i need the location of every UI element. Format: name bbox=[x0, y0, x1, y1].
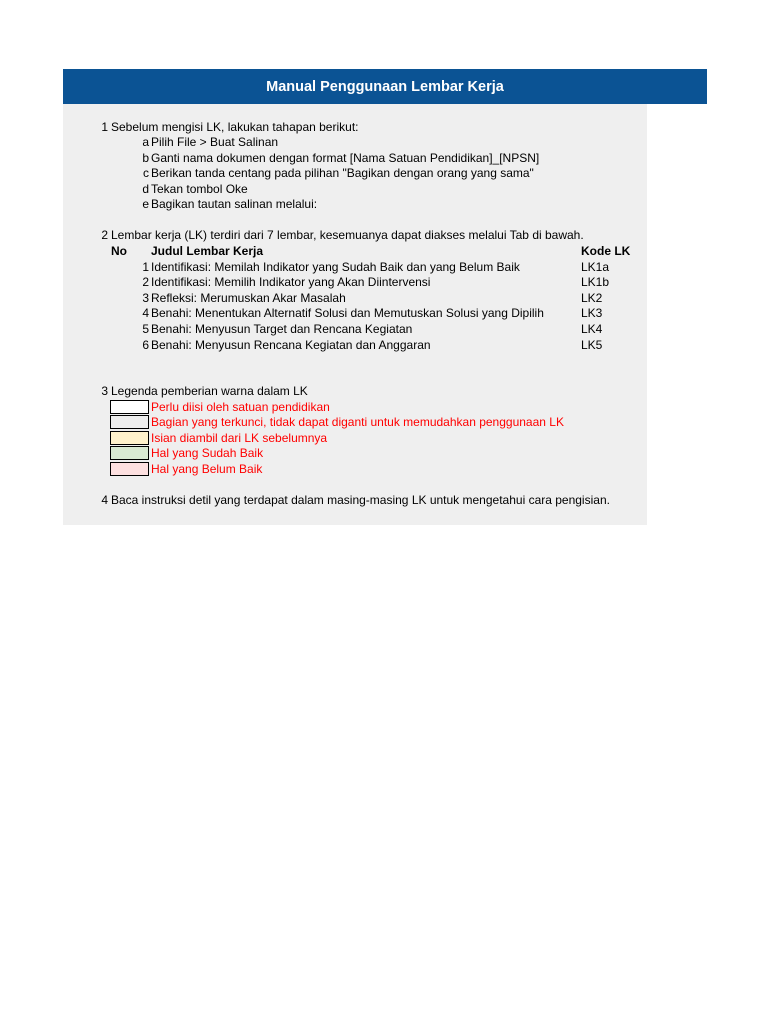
legend-swatch bbox=[110, 400, 149, 414]
table-row-title: Benahi: Menyusun Target dan Rencana Kegiatan bbox=[151, 322, 413, 336]
section-4-text: Baca instruksi detil yang terdapat dalam masing-masing LK untuk mengetahui cara pengisian. bbox=[111, 493, 610, 507]
section-2-number: 2 bbox=[101, 228, 108, 242]
legend-label: Hal yang Sudah Baik bbox=[151, 446, 264, 460]
step-text: Ganti nama dokumen dengan format [Nama Satuan Pendidikan]_[NPSN] bbox=[151, 151, 540, 165]
section-3-heading: Legenda pemberian warna dalam LK bbox=[111, 384, 308, 398]
step-letter: b bbox=[142, 151, 149, 165]
section-1-number: 1 bbox=[101, 120, 108, 134]
page-title: Manual Penggunaan Lembar Kerja bbox=[266, 78, 504, 95]
step-text: Bagikan tautan salinan melalui: bbox=[151, 197, 318, 211]
legend-swatch bbox=[110, 415, 149, 429]
table-row-code: LK2 bbox=[581, 291, 603, 305]
section-1-heading: Sebelum mengisi LK, lakukan tahapan berikut: bbox=[111, 120, 359, 134]
page-title-banner bbox=[63, 69, 707, 104]
section-3-number: 3 bbox=[101, 384, 108, 398]
table-row-no: 6 bbox=[142, 338, 149, 352]
column-header-code: Kode LK bbox=[581, 244, 631, 258]
table-row-no: 3 bbox=[142, 291, 149, 305]
legend-label: Isian diambil dari LK sebelumnya bbox=[151, 431, 328, 445]
table-row-title: Refleksi: Merumuskan Akar Masalah bbox=[151, 291, 346, 305]
legend-label: Perlu diisi oleh satuan pendidikan bbox=[151, 400, 330, 414]
column-header-title: Judul Lembar Kerja bbox=[151, 244, 264, 258]
step-text: Berikan tanda centang pada pilihan "Bagikan dengan orang yang sama" bbox=[151, 166, 534, 180]
table-row-title: Benahi: Menyusun Rencana Kegiatan dan Anggaran bbox=[151, 338, 431, 352]
step-letter: d bbox=[142, 182, 149, 196]
table-row-code: LK5 bbox=[581, 338, 603, 352]
column-header-no: No bbox=[111, 244, 127, 258]
step-letter: c bbox=[143, 166, 149, 180]
table-row-code: LK1a bbox=[581, 260, 610, 274]
legend-label: Bagian yang terkunci, tidak dapat diganti untuk memudahkan penggunaan LK bbox=[151, 415, 564, 429]
table-row-title: Identifikasi: Memilih Indikator yang Akan Diintervensi bbox=[151, 275, 431, 289]
table-row-no: 4 bbox=[142, 306, 149, 320]
section-2-heading: Lembar kerja (LK) terdiri dari 7 lembar, kesemuanya dapat diakses melalui Tab di bawah. bbox=[111, 228, 584, 242]
table-row-title: Identifikasi: Memilah Indikator yang Sudah Baik dan yang Belum Baik bbox=[151, 260, 520, 274]
table-row-code: LK4 bbox=[581, 322, 603, 336]
step-letter: e bbox=[142, 197, 149, 211]
table-row-no: 2 bbox=[142, 275, 149, 289]
step-text: Pilih File > Buat Salinan bbox=[151, 135, 279, 149]
legend-swatch bbox=[110, 431, 149, 445]
legend-swatch bbox=[110, 446, 149, 460]
legend-swatch bbox=[110, 462, 149, 476]
step-letter: a bbox=[142, 135, 149, 149]
section-4-number: 4 bbox=[101, 493, 108, 507]
step-text: Tekan tombol Oke bbox=[151, 182, 248, 196]
legend-label: Hal yang Belum Baik bbox=[151, 462, 263, 476]
table-row-no: 5 bbox=[142, 322, 149, 336]
table-row-no: 1 bbox=[142, 260, 149, 274]
table-row-code: LK1b bbox=[581, 275, 610, 289]
table-row-code: LK3 bbox=[581, 306, 603, 320]
table-row-title: Benahi: Menentukan Alternatif Solusi dan Memutuskan Solusi yang Dipilih bbox=[151, 306, 544, 320]
